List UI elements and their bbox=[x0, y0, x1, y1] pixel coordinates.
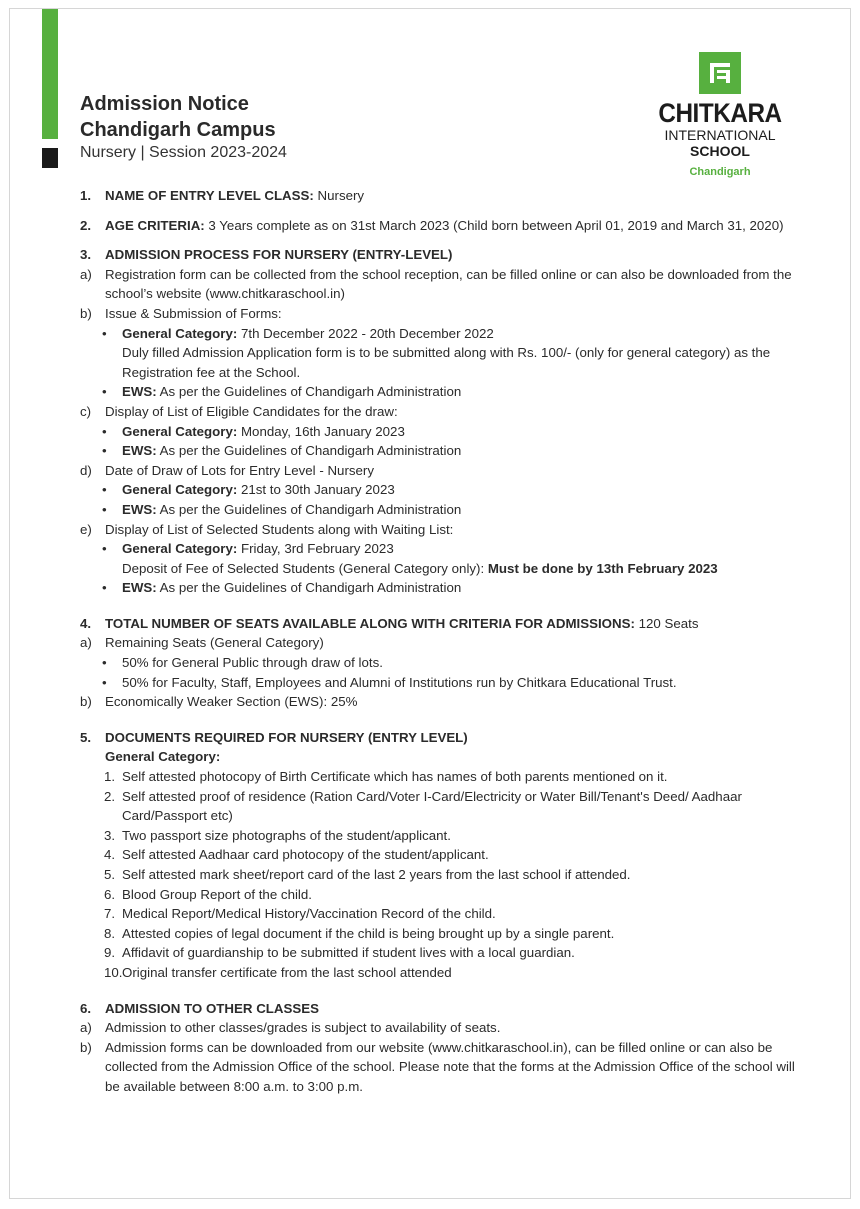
item-text: Affidavit of guardianship to be submitted if student lives with a local guardian. bbox=[122, 945, 575, 961]
item-text: Economically Weaker Section (EWS): 25% bbox=[105, 694, 358, 710]
document-item bbox=[80, 963, 800, 983]
item-text: Registration form can be collected from the school reception, can be filled online or can also be downloaded from the school’s website (www.chitkaraschool.in) bbox=[105, 266, 792, 302]
item-marker: 2. bbox=[104, 788, 116, 804]
item-text: Two passport size photographs of the student/applicant. bbox=[122, 827, 451, 843]
bullet-seat-general bbox=[80, 653, 800, 673]
item-text: Medical Report/Medical History/Vaccination Record of the child. bbox=[122, 906, 496, 922]
item-marker: 1. bbox=[104, 769, 116, 785]
section-3-item-b bbox=[80, 304, 800, 324]
section-3-item-a bbox=[80, 265, 800, 304]
item-text: Attested copies of legal document if the child is being brought up by a single parent. bbox=[122, 925, 615, 941]
section-5-subheading bbox=[80, 747, 800, 767]
bullet-ews bbox=[80, 382, 800, 402]
item-text: Self attested mark sheet/report card of the last 2 years from the last school if attended. bbox=[122, 867, 631, 882]
section-1 bbox=[80, 186, 800, 206]
bullet-text: As per the Guidelines of Chandigarh Administration bbox=[156, 580, 462, 596]
item-text: Date of Draw of Lots for Entry Level - Nursery bbox=[105, 462, 374, 478]
item-marker: b) bbox=[80, 1039, 92, 1055]
item-marker: 5. bbox=[104, 867, 116, 882]
logo-line-international: INTERNATIONAL bbox=[664, 127, 776, 143]
section-heading: ADMISSION TO OTHER CLASSES bbox=[105, 1000, 320, 1016]
section-4 bbox=[80, 614, 800, 634]
document-item bbox=[80, 943, 800, 963]
accent-bar-black bbox=[42, 148, 58, 168]
document-item bbox=[80, 904, 800, 924]
bullet-icon: • bbox=[102, 482, 107, 498]
item-marker: a) bbox=[80, 635, 92, 651]
item-marker: a) bbox=[80, 266, 92, 282]
bullet-label: General Category: bbox=[122, 423, 238, 439]
item-marker: b) bbox=[80, 694, 92, 710]
bullet-text: 50% for Faculty, Staff, Employees and Alumni of Institutions run by Chitkara Educational Trust. bbox=[122, 674, 677, 690]
bullet-label: EWS: bbox=[122, 501, 157, 517]
bullet-label: General Category: bbox=[122, 325, 238, 341]
item-marker: 10. bbox=[104, 964, 123, 980]
bullet-icon: • bbox=[102, 384, 107, 400]
item-marker: b) bbox=[80, 305, 92, 321]
item-text: Self attested photocopy of Birth Certificate which has names of both parents mentioned on it. bbox=[122, 769, 668, 785]
item-marker: 9. bbox=[104, 945, 116, 961]
section-value: Nursery bbox=[313, 188, 365, 203]
item-text: Original transfer certificate from the last school attended bbox=[122, 964, 452, 980]
document-item bbox=[80, 924, 800, 944]
item-marker: d) bbox=[80, 462, 92, 478]
item-marker: 6. bbox=[104, 886, 116, 902]
page-title bbox=[80, 91, 276, 143]
item-marker: 4. bbox=[104, 847, 116, 863]
item-text: Admission to other classes/grades is subject to availability of seats. bbox=[105, 1020, 501, 1036]
school-logo bbox=[650, 52, 790, 179]
section-3-item-d bbox=[80, 461, 800, 481]
bullet-text: 50% for General Public through draw of lots. bbox=[122, 655, 383, 671]
note-deadline: Must be done by 13th February 2023 bbox=[487, 560, 718, 576]
bullet-icon: • bbox=[102, 655, 107, 671]
section-3-item-c bbox=[80, 402, 800, 422]
bullet-note bbox=[80, 559, 800, 579]
bullet-general bbox=[80, 324, 800, 344]
bullet-general bbox=[80, 539, 800, 559]
bullet-note: Duly filled Admission Application form is to be submitted along with Rs. 100/- (only for general category) as the Registration fee at the School. bbox=[122, 345, 771, 380]
bullet-text: 7th December 2022 - 20th December 2022 bbox=[237, 325, 494, 341]
section-number: 6. bbox=[80, 1000, 92, 1016]
section-6-item-a bbox=[80, 1018, 800, 1038]
bullet-icon: • bbox=[102, 501, 107, 517]
bullet-text: Friday, 3rd February 2023 bbox=[237, 541, 394, 557]
bullet-icon: • bbox=[102, 674, 107, 690]
bullet-icon: • bbox=[102, 580, 107, 596]
item-text: Remaining Seats (General Category) bbox=[105, 635, 324, 651]
bullet-text: As per the Guidelines of Chandigarh Administration bbox=[156, 443, 462, 459]
bullet-text: As per the Guidelines of Chandigarh Administration bbox=[156, 501, 462, 517]
section-heading: ADMISSION PROCESS FOR NURSERY (ENTRY-LEVEL) bbox=[105, 247, 453, 263]
section-3-item-e bbox=[80, 520, 800, 540]
section-number: 3. bbox=[80, 247, 92, 263]
document-item bbox=[80, 787, 800, 826]
accent-bar-green bbox=[42, 9, 58, 139]
section-heading: DOCUMENTS REQUIRED FOR NURSERY (ENTRY LEVEL) bbox=[105, 729, 468, 745]
bullet-icon: • bbox=[102, 443, 107, 459]
bullet-ews bbox=[80, 441, 800, 461]
page-subtitle: Nursery | Session 2023-2024 bbox=[80, 144, 287, 161]
notice-body bbox=[80, 186, 800, 1097]
section-4-item-b bbox=[80, 692, 800, 712]
section-2 bbox=[80, 216, 800, 236]
note-text: Deposit of Fee of Selected Students (General Category only): bbox=[122, 560, 488, 576]
section-number: 1. bbox=[80, 188, 92, 203]
subheading-text: General Category: bbox=[105, 749, 221, 765]
bullet-ews bbox=[80, 500, 800, 520]
bullet-general bbox=[80, 422, 800, 442]
document-item bbox=[80, 826, 800, 846]
logo-line-school: SCHOOL bbox=[690, 143, 750, 159]
section-value: 3 Years complete as on 31st March 2023 (Child born between April 01, 2019 and March 31, 2020) bbox=[204, 217, 784, 233]
section-heading: TOTAL NUMBER OF SEATS AVAILABLE ALONG WITH CRITERIA FOR ADMISSIONS: bbox=[105, 615, 635, 631]
logo-mark-icon bbox=[699, 52, 741, 94]
item-text: Display of List of Selected Students along with Waiting List: bbox=[105, 521, 454, 537]
title-line-1: Admission Notice bbox=[80, 93, 249, 115]
bullet-icon: • bbox=[102, 541, 107, 557]
item-text: Admission forms can be downloaded from our website (www.chitkaraschool.in), can be filled online or can also be collected from the Admission Office of the school. Please note that the forms at the Admission Office of the school will be available between 8:00 a.m. to 3:00 p.m. bbox=[105, 1039, 795, 1094]
section-value: 120 Seats bbox=[634, 615, 699, 631]
item-text: Display of List of Eligible Candidates for the draw: bbox=[105, 403, 398, 419]
section-3 bbox=[80, 245, 800, 265]
bullet-text: Monday, 16th January 2023 bbox=[237, 423, 405, 439]
item-marker: a) bbox=[80, 1020, 92, 1036]
logo-city: Chandigarh bbox=[689, 166, 751, 178]
section-heading: NAME OF ENTRY LEVEL CLASS: bbox=[105, 188, 314, 203]
section-number: 5. bbox=[80, 729, 92, 745]
bullet-general bbox=[80, 480, 800, 500]
item-text: Blood Group Report of the child. bbox=[122, 886, 312, 902]
item-marker: 8. bbox=[104, 925, 116, 941]
section-number: 4. bbox=[80, 615, 92, 631]
bullet-seat-staff bbox=[80, 673, 800, 693]
bullet-ews bbox=[80, 578, 800, 598]
document-item bbox=[80, 885, 800, 905]
item-marker: 3. bbox=[104, 827, 116, 843]
title-line-2: Chandigarh Campus bbox=[80, 119, 276, 141]
bullet-text: 21st to 30th January 2023 bbox=[237, 482, 395, 498]
section-6-item-b bbox=[80, 1038, 800, 1097]
bullet-label: EWS: bbox=[122, 580, 157, 596]
item-marker: 7. bbox=[104, 906, 116, 922]
bullet-icon: • bbox=[102, 325, 107, 341]
document-item bbox=[80, 845, 800, 865]
section-6 bbox=[80, 999, 800, 1019]
document-item bbox=[80, 865, 800, 885]
section-4-item-a bbox=[80, 633, 800, 653]
bullet-icon: • bbox=[102, 423, 107, 439]
bullet-label: General Category: bbox=[122, 482, 238, 498]
bullet-label: EWS: bbox=[122, 384, 157, 400]
section-heading: AGE CRITERIA: bbox=[105, 217, 205, 233]
bullet-label: EWS: bbox=[122, 443, 157, 459]
item-text: Issue & Submission of Forms: bbox=[105, 305, 282, 321]
item-marker: e) bbox=[80, 521, 92, 537]
item-marker: c) bbox=[80, 403, 92, 419]
section-5 bbox=[80, 728, 800, 748]
bullet-text: As per the Guidelines of Chandigarh Administration bbox=[156, 384, 462, 400]
section-number: 2. bbox=[80, 217, 92, 233]
document-item bbox=[80, 767, 800, 787]
item-text: Self attested proof of residence (Ration Card/Voter I-Card/Electricity or Water Bill/Tenant's Deed/ Aadhaar Card/Passport etc) bbox=[122, 788, 742, 824]
logo-name: CHITKARA bbox=[658, 98, 782, 128]
item-text: Self attested Aadhaar card photocopy of the student/applicant. bbox=[122, 847, 489, 863]
bullet-label: General Category: bbox=[122, 541, 238, 557]
